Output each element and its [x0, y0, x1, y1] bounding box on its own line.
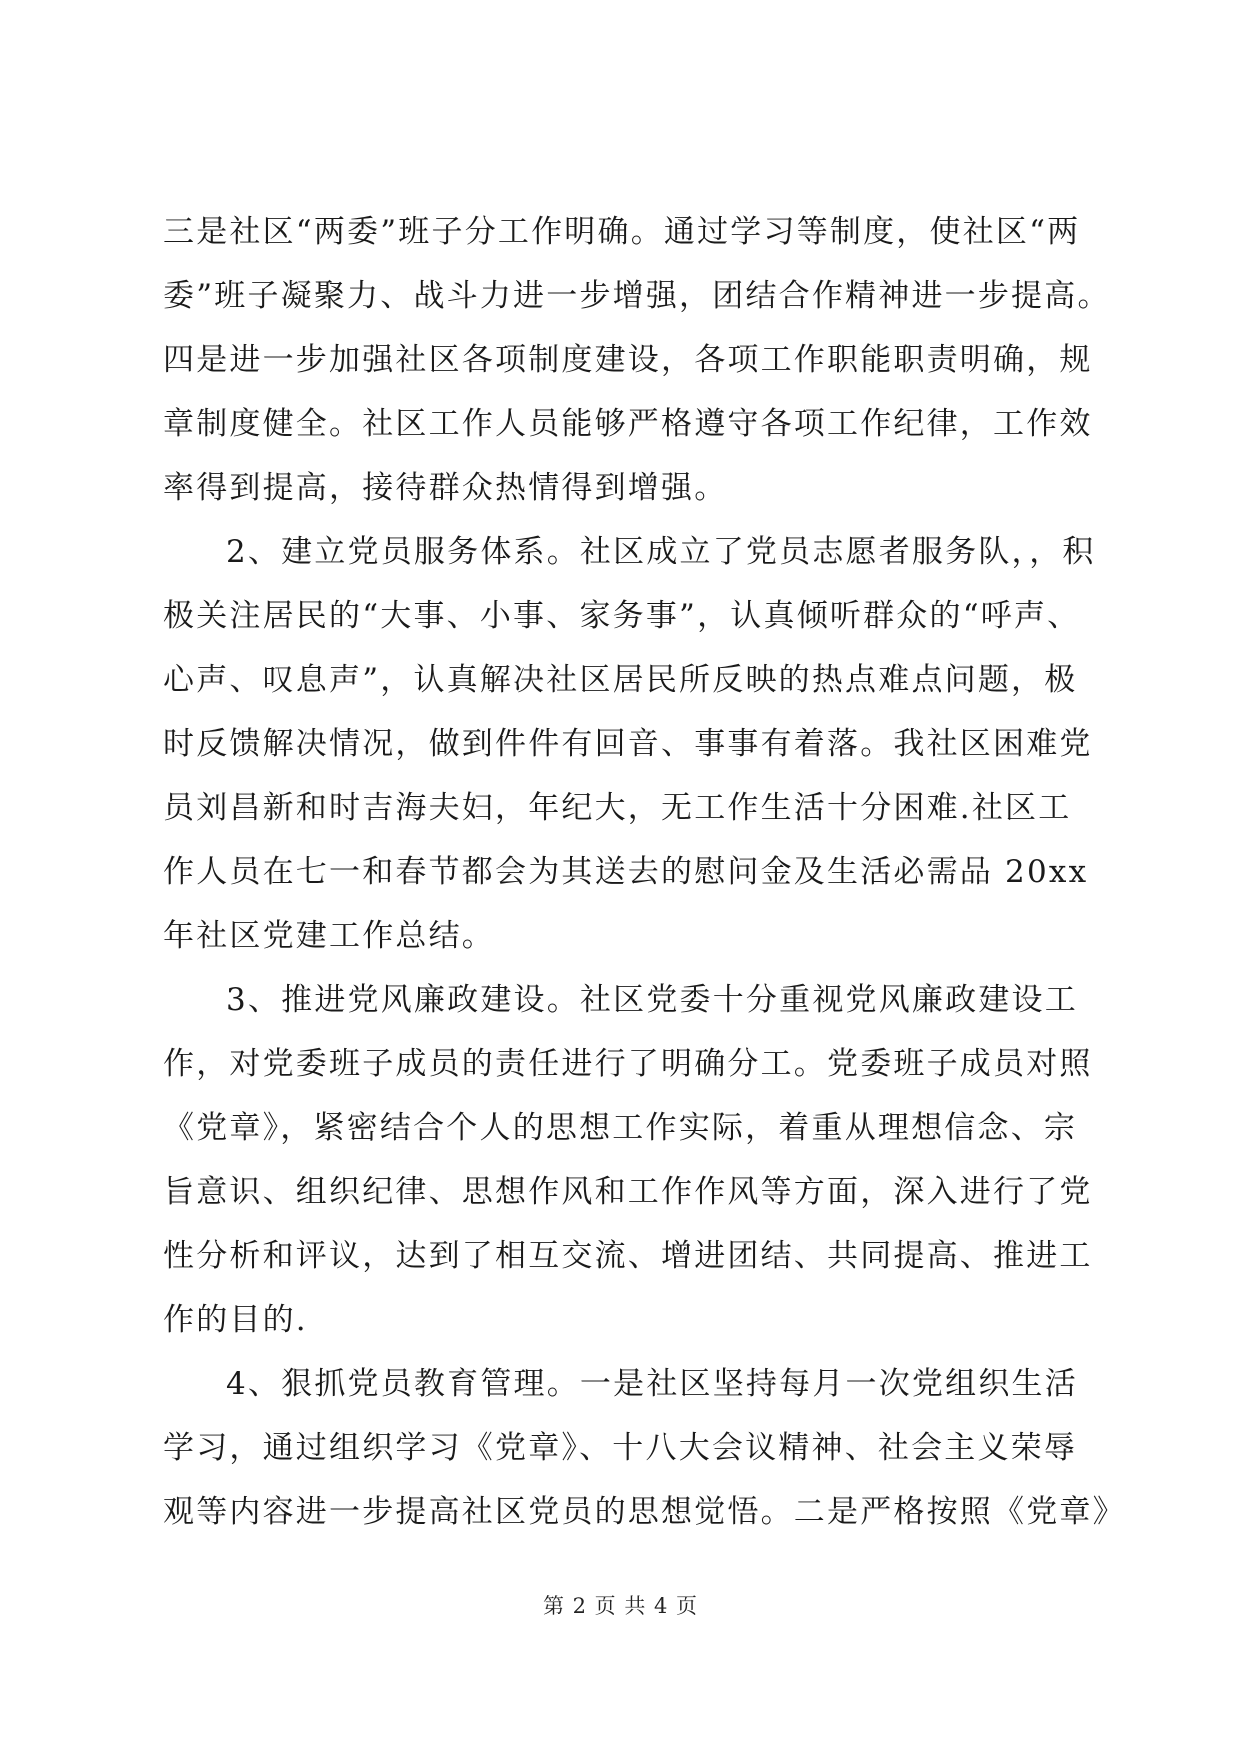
text-line: 四是进一步加强社区各项制度建设，各项工作职能职责明确，规	[163, 342, 1093, 378]
document-body	[163, 200, 1126, 1544]
paragraph-start-line: 3、推进党风廉政建设。社区党委十分重视党风廉政建设工	[226, 982, 1078, 1018]
text-line: 《党章》，紧密结合个人的思想工作实际，着重从理想信念、宗	[163, 1110, 1078, 1146]
text-line: 时反馈解决情况，做到件件有回音、事事有着落。我社区困难党	[163, 726, 1093, 762]
text-line: 员刘昌新和时吉海夫妇，年纪大，无工作生活十分困难.社区工	[163, 790, 1072, 826]
paragraph-start-line: 2、建立党员服务体系。社区成立了党员志愿者服务队，，积	[226, 534, 1096, 570]
text-line: 作人员在七一和春节都会为其送去的慰问金及生活必需品 20xx	[163, 854, 1089, 890]
text-line: 作，对党委班子成员的责任进行了明确分工。党委班子成员对照	[163, 1046, 1093, 1082]
text-line: 年社区党建工作总结。	[163, 918, 495, 954]
page-number-footer: 第 2 页 共 4 页	[542, 1594, 699, 1618]
text-line: 学习，通过组织学习《党章》、十八大会议精神、社会主义荣辱	[163, 1430, 1078, 1466]
text-line: 心声、叹息声”，认真解决社区居民所反映的热点难点问题，极	[163, 662, 1078, 698]
text-line: 观等内容进一步提高社区党员的思想觉悟。二是严格按照《党章》	[163, 1494, 1126, 1530]
paragraph-start-line: 4、狠抓党员教育管理。一是社区坚持每月一次党组织生活	[226, 1366, 1078, 1402]
text-line: 三是社区“两委”班子分工作明确。通过学习等制度，使社区“两	[163, 214, 1081, 250]
text-line: 章制度健全。社区工作人员能够严格遵守各项工作纪律，工作效	[163, 406, 1093, 442]
text-line: 率得到提高，接待群众热情得到增强。	[163, 470, 728, 506]
text-line: 性分析和评议，达到了相互交流、增进团结、共同提高、推进工	[163, 1238, 1093, 1274]
text-line: 旨意识、组织纪律、思想作风和工作作风等方面，深入进行了党	[163, 1174, 1093, 1210]
text-line: 极关注居民的“大事、小事、家务事”，认真倾听群众的“呼声、	[163, 598, 1081, 634]
text-line: 作的目的.	[163, 1302, 308, 1338]
text-line: 委”班子凝聚力、战斗力进一步增强，团结合作精神进一步提高。	[163, 278, 1111, 314]
